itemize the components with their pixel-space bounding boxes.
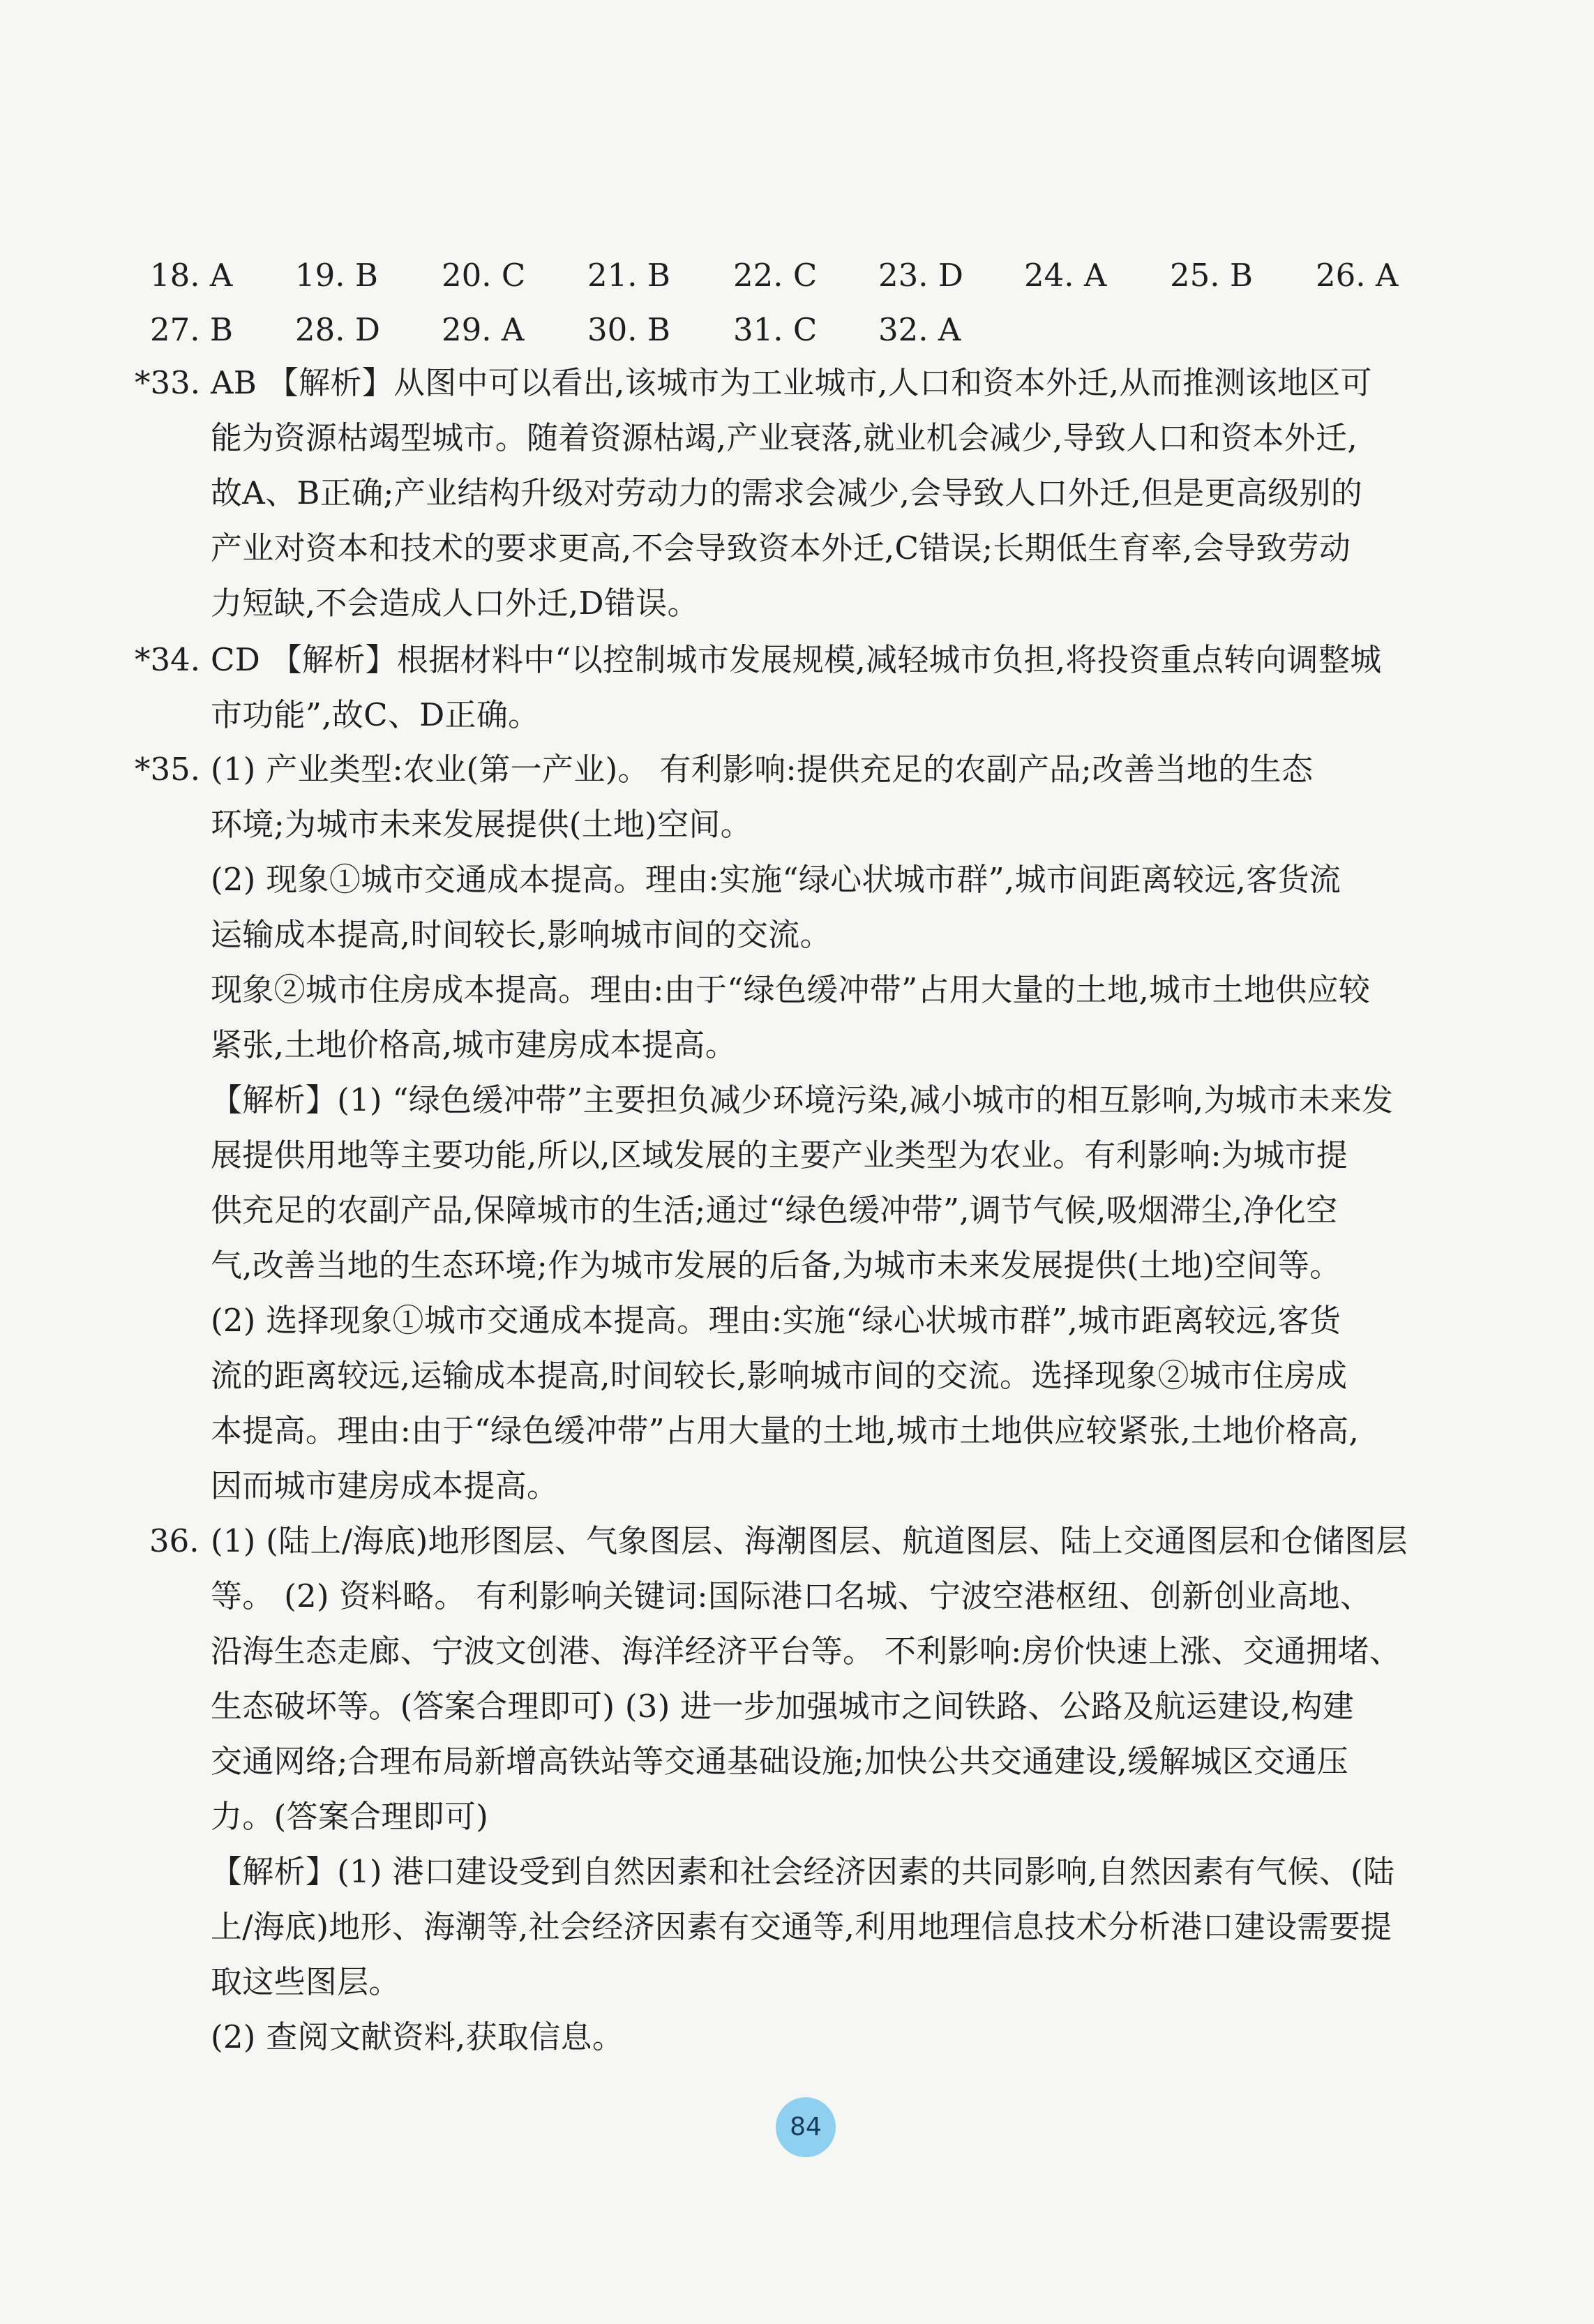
text-line: 本提高。理由:由于“绿色缓冲带”占用大量的土地,城市土地供应较紧张,土地价格高, xyxy=(211,1412,1360,1449)
answer-item: 27. B xyxy=(150,311,233,348)
text-line: 供充足的农副产品,保障城市的生活;通过“绿色缓冲带”,调节气候,吸烟滞尘,净化空 xyxy=(211,1192,1338,1229)
text-line: (2) 现象①城市交通成本提高。理由:实施“绿心状城市群”,城市间距离较远,客货流 xyxy=(211,861,1341,898)
answer-item: 22. C xyxy=(733,257,818,294)
text-line: 【解析】(1) 港口建设受到自然因素和社会经济因素的共同影响,自然因素有气候、(陆 xyxy=(211,1853,1395,1890)
text-line: 【解析】(1) “绿色缓冲带”主要担负减少环境污染,减小城市的相互影响,为城市未来发 xyxy=(211,1081,1394,1118)
answer-item: 30. B xyxy=(587,311,670,348)
text-line: 力。(答案合理即可) xyxy=(211,1798,489,1835)
page-number-badge xyxy=(776,2097,836,2157)
text-line: (1) (陆上/海底)地形图层、气象图层、海潮图层、航道图层、陆上交通图层和仓储图层 xyxy=(211,1522,1408,1559)
text-line: 故A、B正确;产业结构升级对劳动力的需求会减少,会导致人口外迁,但是更高级别的 xyxy=(211,474,1363,511)
answer-item: 19. B xyxy=(295,257,378,294)
answer-item: 26. A xyxy=(1316,257,1399,294)
question-number: *35. xyxy=(135,751,201,788)
text-line: 紧张,土地价格高,城市建房成本提高。 xyxy=(211,1026,737,1063)
text-line: 等。 (2) 资料略。 有利影响关键词:国际港口名城、宁波空港枢纽、创新创业高地、 xyxy=(211,1577,1372,1614)
answer-item: 18. A xyxy=(150,257,233,294)
answer-item: 21. B xyxy=(587,257,670,294)
text-line: CD 【解析】根据材料中“以控制城市发展规模,减轻城市负担,将投资重点转向调整城 xyxy=(211,641,1382,678)
text-line: (1) 产业类型:农业(第一产业)。 有利影响:提供充足的农副产品;改善当地的生态 xyxy=(211,751,1314,788)
question-number: *34. xyxy=(135,641,201,678)
text-line: 气,改善当地的生态环境;作为城市发展的后备,为城市未来发展提供(土地)空间等。 xyxy=(211,1247,1341,1284)
answer-item: 28. D xyxy=(295,311,380,348)
text-line: 上/海底)地形、海潮等,社会经济因素有交通等,利用地理信息技术分析港口建设需要提 xyxy=(211,1908,1392,1945)
text-line: 展提供用地等主要功能,所以,区域发展的主要产业类型为农业。有利影响:为城市提 xyxy=(211,1137,1348,1174)
text-line: 因而城市建房成本提高。 xyxy=(211,1467,559,1504)
text-line: 取这些图层。 xyxy=(211,1963,400,2000)
text-line: 市功能”,故C、D正确。 xyxy=(211,696,540,733)
question-number: *33. xyxy=(135,364,201,401)
text-line: 能为资源枯竭型城市。随着资源枯竭,产业衰落,就业机会减少,导致人口和资本外迁, xyxy=(211,419,1358,456)
answer-item: 25. B xyxy=(1170,257,1253,294)
page-number: 84 xyxy=(790,2113,822,2141)
text-line: 生态破坏等。(答案合理即可) (3) 进一步加强城市之间铁路、公路及航运建设,构建 xyxy=(211,1688,1355,1725)
answer-item: 23. D xyxy=(878,257,963,294)
text-line: AB 【解析】从图中可以看出,该城市为工业城市,人口和资本外迁,从而推测该地区可 xyxy=(211,364,1372,401)
text-line: (2) 选择现象①城市交通成本提高。理由:实施“绿心状城市群”,城市距离较远,客货 xyxy=(211,1302,1341,1339)
text-line: 环境;为城市未来发展提供(土地)空间。 xyxy=(211,806,752,843)
text-line: (2) 查阅文献资料,获取信息。 xyxy=(211,2018,624,2055)
answer-item: 24. A xyxy=(1024,257,1107,294)
text-line: 交通网络;合理布局新增高铁站等交通基础设施;加快公共交通建设,缓解城区交通压 xyxy=(211,1743,1349,1780)
answer-item: 32. A xyxy=(878,311,961,348)
text-line: 沿海生态走廊、宁波文创港、海洋经济平台等。 不利影响:房价快速上涨、交通拥堵、 xyxy=(211,1633,1401,1670)
answer-item: 31. C xyxy=(733,311,818,348)
text-line: 力短缺,不会造成人口外迁,D错误。 xyxy=(211,585,699,622)
text-line: 运输成本提高,时间较长,影响城市间的交流。 xyxy=(211,916,832,953)
text-line: 产业对资本和技术的要求更高,不会导致资本外迁,C错误;长期低生育率,会导致劳动 xyxy=(211,530,1351,567)
answer-item: 20. C xyxy=(442,257,526,294)
text-line: 现象②城市住房成本提高。理由:由于“绿色缓冲带”占用大量的土地,城市土地供应较 xyxy=(211,971,1371,1008)
answer-item: 29. A xyxy=(442,311,525,348)
question-number: 36. xyxy=(149,1522,200,1559)
text-line: 流的距离较远,运输成本提高,时间较长,影响城市间的交流。选择现象②城市住房成 xyxy=(211,1357,1348,1394)
